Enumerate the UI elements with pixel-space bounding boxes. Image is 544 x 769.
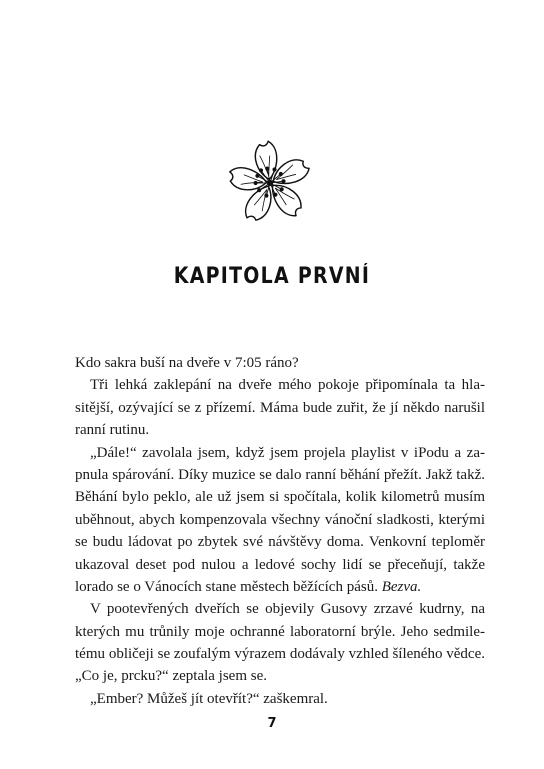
text-line xyxy=(75,352,485,374)
text-line-content: lorado se o Vánocích stane městech běžících pásů. xyxy=(75,578,378,595)
text-line xyxy=(75,621,485,643)
chapter-body-text xyxy=(75,352,485,710)
text-line-content: „Dále!“ zavolala jsem, když jsem projela playlist v iPodu a za- xyxy=(90,444,485,461)
text-line-content: kterých mu trůnily moje ochranné laboratorní brýle. Jeho sedmile- xyxy=(75,623,485,640)
text-line-content: Tři lehká zaklepání na dveře mého pokoje připomínala ta hla- xyxy=(90,377,485,394)
text-line xyxy=(75,643,485,665)
text-line xyxy=(75,598,485,620)
text-line-content: „Ember? Můžeš jít otevřít?“ zaškemral. xyxy=(90,690,328,707)
text-line xyxy=(75,509,485,531)
text-line-content: tému obličeji se zoufalým výrazem dodávaly vzhled šíleného vědce. xyxy=(75,646,485,663)
text-line xyxy=(75,486,485,508)
text-line xyxy=(75,576,485,598)
page-number: 7 xyxy=(267,716,277,731)
text-line xyxy=(75,442,485,464)
text-line-content: „Co je, prcku?“ zeptala jsem se. xyxy=(75,668,267,685)
text-line xyxy=(75,374,485,396)
text-line xyxy=(75,464,485,486)
chapter-title: KAPITOLA PRVNÍ xyxy=(173,264,371,289)
text-line-content: sitější, ozývající se z přízemí. Máma bude zuřit, že jí někdo narušil xyxy=(75,399,485,416)
text-line-content: uběhnout, abych kompenzovala všechny vánoční sladkosti, kterými xyxy=(75,511,485,528)
text-line xyxy=(75,688,485,710)
text-line-content: V pootevřených dveřích se objevily Gusovy zrzavé kudrny, na xyxy=(90,601,485,618)
text-line xyxy=(75,419,485,441)
text-line-content: Běhání bylo peklo, ale už jsem si spočítala, kolik kilometrů musím xyxy=(75,489,485,506)
text-line-content: se budu ládovat po zbytek své návštěvy doma. Venkovní teploměr xyxy=(75,534,485,551)
text-line xyxy=(75,554,485,576)
text-line xyxy=(75,665,485,687)
cherry-blossom-icon xyxy=(229,138,311,228)
text-line-content: Kdo sakra buší na dveře v 7:05 ráno? xyxy=(75,355,299,371)
text-line xyxy=(75,531,485,553)
text-line xyxy=(75,397,485,419)
text-line-content: ranní rutinu. xyxy=(75,422,150,439)
text-line-content: ukazoval deset pod nulou a ledové sochy lidí se přeceňují, takže xyxy=(75,556,485,573)
text-line-content: pnula spárování. Díky muzice se dalo ranní běhání přežít. Jakž takž. xyxy=(75,466,485,483)
italic-emphasis: Bezva. xyxy=(381,578,422,595)
